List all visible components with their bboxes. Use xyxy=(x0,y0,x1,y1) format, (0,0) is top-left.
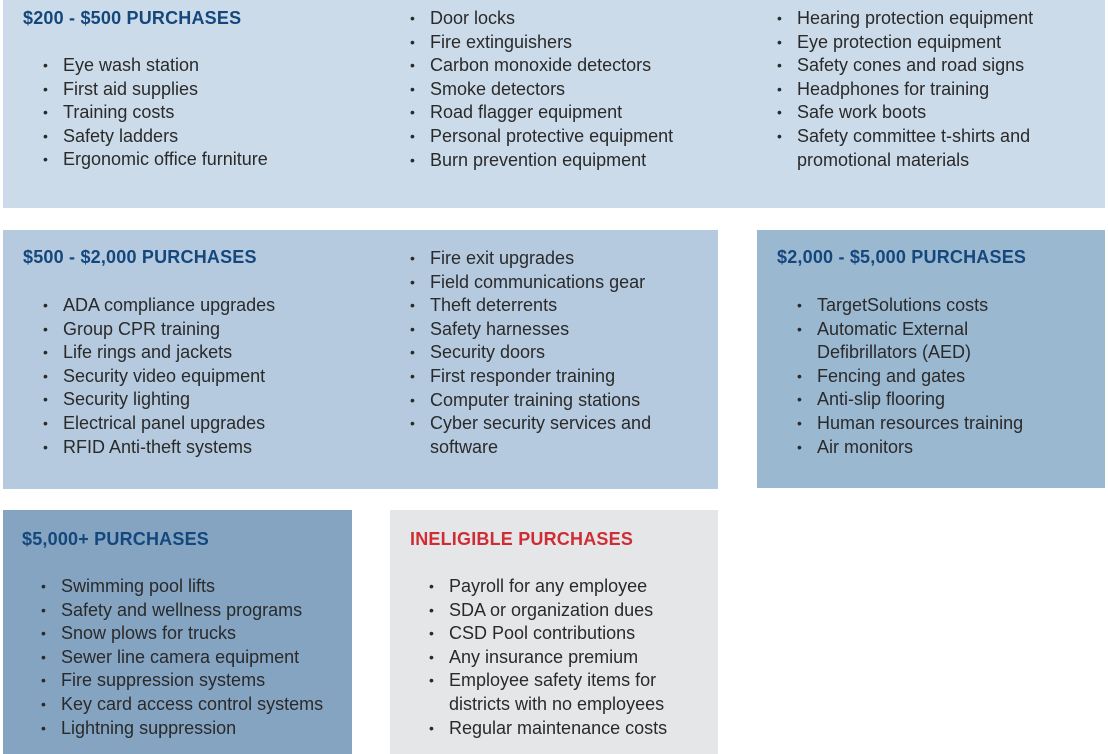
list-item: • Fire suppression systems xyxy=(41,669,346,693)
list-item: • Fencing and gates xyxy=(797,365,1037,389)
list-item: • Regular maintenance costs xyxy=(429,717,689,741)
list-item: • Ergonomic office furniture xyxy=(43,148,383,172)
tier-500-2000-heading: $500 - $2,000 PURCHASES xyxy=(23,247,257,267)
list-item: • Lightning suppression xyxy=(41,717,346,741)
list-item: • Air monitors xyxy=(797,436,1037,460)
list-item: • Safety cones and road signs xyxy=(777,54,1097,78)
list-item: • Fire extinguishers xyxy=(410,31,750,55)
list-item: • First aid supplies xyxy=(43,78,383,102)
list-item: • Carbon monoxide detectors xyxy=(410,54,750,78)
ineligible-heading: INELIGIBLE PURCHASES xyxy=(410,529,634,549)
list-item: • Road flagger equipment xyxy=(410,101,750,125)
list-item: • Smoke detectors xyxy=(410,78,750,102)
list-item: • ADA compliance upgrades xyxy=(43,294,383,318)
tier-2000-5000-heading: $2,000 - $5,000 PURCHASES xyxy=(777,247,1027,267)
list-item: • Security lighting xyxy=(43,388,383,412)
tier-2000-5000-list xyxy=(797,294,1037,459)
list-item: • Employee safety items for districts with no employees xyxy=(429,669,689,716)
tier-5000-plus-heading: $5,000+ PURCHASES xyxy=(22,529,209,549)
list-item: • Sewer line camera equipment xyxy=(41,646,346,670)
list-item: • Group CPR training xyxy=(43,318,383,342)
list-item: • Field communications gear xyxy=(410,271,710,295)
list-item: • Cyber security services and software xyxy=(410,412,710,459)
list-item: • Safety harnesses xyxy=(410,318,710,342)
list-item: • Door locks xyxy=(410,7,750,31)
list-item: • Training costs xyxy=(43,101,383,125)
ineligible-panel xyxy=(390,510,718,754)
list-item: • Snow plows for trucks xyxy=(41,622,346,646)
list-item: • Hearing protection equipment xyxy=(777,7,1097,31)
list-item: • Eye protection equipment xyxy=(777,31,1097,55)
tier-200-500-list-col2 xyxy=(410,7,750,172)
list-item: • RFID Anti-theft systems xyxy=(43,436,383,460)
list-item: • Safety and wellness programs xyxy=(41,599,346,623)
list-item: • Theft deterrents xyxy=(410,294,710,318)
list-item: • Computer training stations xyxy=(410,389,710,413)
list-item: • SDA or organization dues xyxy=(429,599,689,623)
list-item: • CSD Pool contributions xyxy=(429,622,689,646)
list-item: • Security video equipment xyxy=(43,365,383,389)
list-item: • Fire exit upgrades xyxy=(410,247,710,271)
list-item: • Safe work boots xyxy=(777,101,1097,125)
list-item: • Automatic External Defibrillators (AED) xyxy=(797,318,1037,365)
list-item: • Headphones for training xyxy=(777,78,1097,102)
tier-500-2000-list-col1 xyxy=(43,294,383,459)
list-item: • Security doors xyxy=(410,341,710,365)
tier-500-2000-list-col2 xyxy=(410,247,710,459)
list-item: • Life rings and jackets xyxy=(43,341,383,365)
tier-500-2000-panel xyxy=(3,230,718,489)
tier-5000-plus-list xyxy=(41,575,346,740)
list-item: • Safety committee t-shirts and promotional materials xyxy=(777,125,1097,172)
list-item: • Human resources training xyxy=(797,412,1037,436)
list-item: • Key card access control systems xyxy=(41,693,346,717)
list-item: • Burn prevention equipment xyxy=(410,149,750,173)
list-item: • Swimming pool lifts xyxy=(41,575,346,599)
tier-200-500-panel xyxy=(3,0,1105,208)
list-item: • Anti-slip flooring xyxy=(797,388,1037,412)
tier-2000-5000-panel xyxy=(757,230,1105,488)
list-item: • Payroll for any employee xyxy=(429,575,689,599)
tier-200-500-heading: $200 - $500 PURCHASES xyxy=(23,8,242,28)
ineligible-list xyxy=(429,575,689,740)
tier-200-500-list-col1 xyxy=(43,54,383,172)
list-item: • First responder training xyxy=(410,365,710,389)
list-item: • Personal protective equipment xyxy=(410,125,750,149)
list-item: • Safety ladders xyxy=(43,125,383,149)
tier-200-500-list-col3 xyxy=(777,7,1097,172)
list-item: • Any insurance premium xyxy=(429,646,689,670)
list-item: • TargetSolutions costs xyxy=(797,294,1037,318)
list-item: • Eye wash station xyxy=(43,54,383,78)
list-item: • Electrical panel upgrades xyxy=(43,412,383,436)
tier-5000-plus-panel xyxy=(3,510,352,754)
